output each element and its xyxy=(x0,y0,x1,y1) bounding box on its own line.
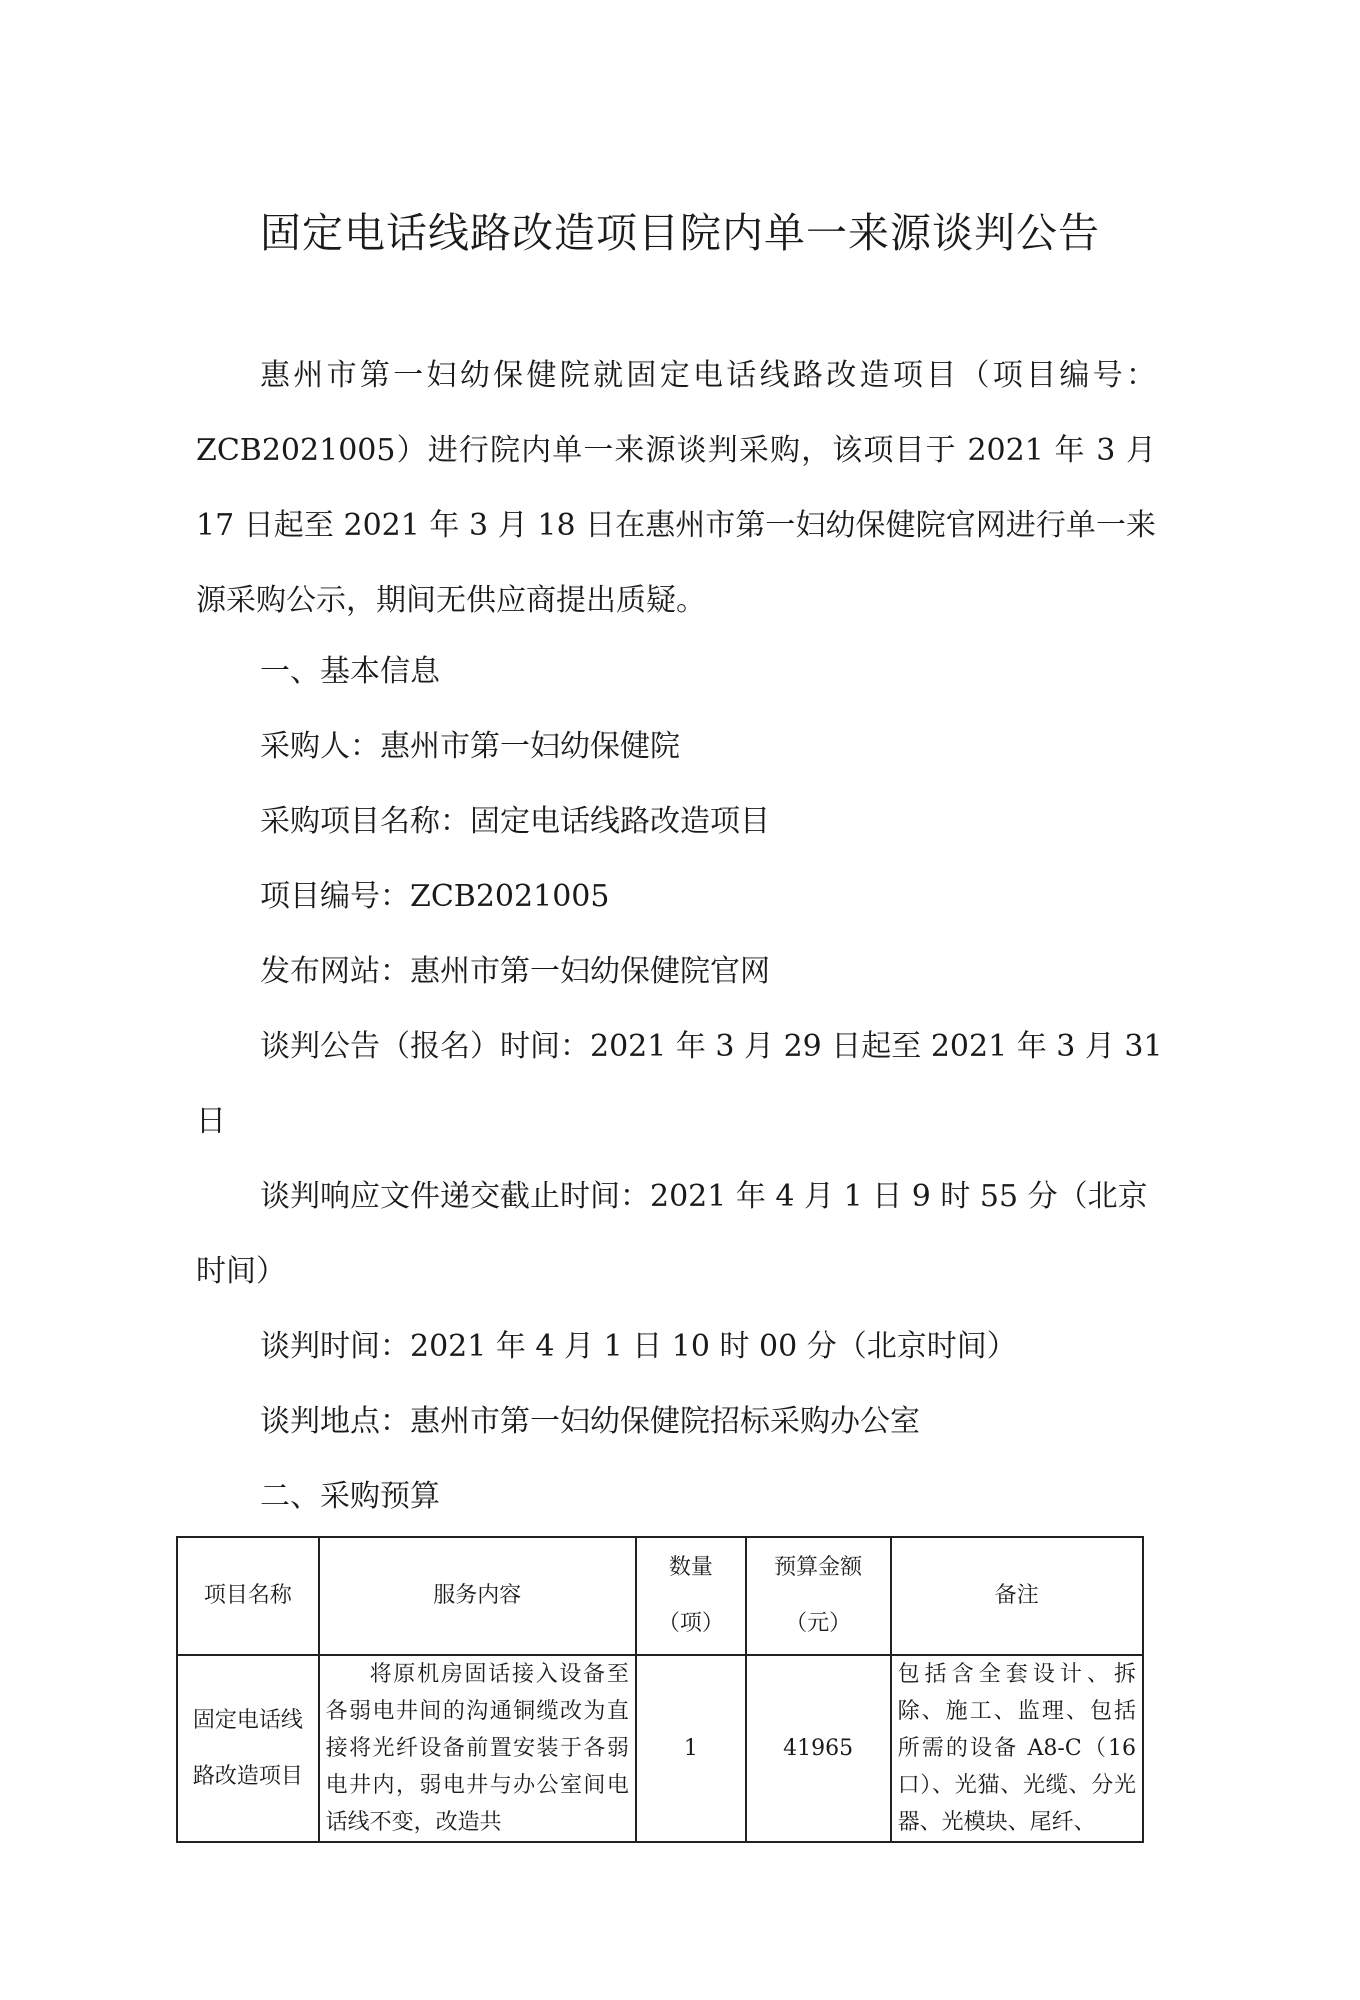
budget-table xyxy=(176,1536,1144,1843)
announcement-time-line: 谈判公告（报名）时间：2021 年 3 月 29 日起至 2021 年 3 月 31 xyxy=(260,1029,1163,1064)
table-row xyxy=(177,1655,1143,1842)
cell-quantity: 1 xyxy=(636,1655,746,1842)
header-remark: 备注 xyxy=(891,1537,1143,1655)
intro-paragraph: 惠州市第一妇幼保健院就固定电话线路改造项目（项目编号：ZCB2021005）进行院内单一来源谈判采购，该项目于 2021 年 3 月 17 日起至 2021 年 3 月 18 日在惠州市第一妇幼保健院官网进行单一来源采购公示，期间无供应商提出质疑。 xyxy=(196,358,1156,618)
negotiation-place-line: 谈判地点：惠州市第一妇幼保健院招标采购办公室 xyxy=(260,1404,920,1439)
section1-heading: 一、基本信息 xyxy=(260,654,440,689)
header-budget: 预算金额（元） xyxy=(746,1537,891,1655)
project-name-line: 采购项目名称：固定电话线路改造项目 xyxy=(260,804,770,839)
header-project-name: 项目名称 xyxy=(177,1537,319,1655)
section2-heading: 二、采购预算 xyxy=(260,1479,440,1514)
cell-project-name: 固定电话线路改造项目 xyxy=(177,1655,319,1842)
header-service: 服务内容 xyxy=(319,1537,636,1655)
announcement-time-line-cont: 日 xyxy=(196,1104,226,1139)
document-title: 固定电话线路改造项目院内单一来源谈判公告 xyxy=(260,209,1100,257)
project-code-line: 项目编号：ZCB2021005 xyxy=(260,879,610,914)
table-header-row xyxy=(177,1537,1143,1655)
negotiation-time-line: 谈判时间：2021 年 4 月 1 日 10 时 00 分（北京时间） xyxy=(260,1329,1017,1364)
deadline-line-cont: 时间） xyxy=(196,1254,286,1289)
cell-budget: 41965 xyxy=(746,1655,891,1842)
cell-remark: 包括含全套设计、拆除、施工、监理、包括所需的设备 A8-C（16口）、光猫、光缆、分光器、光模块、尾纤、 xyxy=(891,1655,1143,1842)
cell-service: 将原机房固话接入设备至各弱电井间的沟通铜缆改为直接将光纤设备前置安装于各弱电井内，弱电井与办公室间电话线不变，改造共 xyxy=(319,1655,636,1842)
website-line: 发布网站：惠州市第一妇幼保健院官网 xyxy=(260,954,770,989)
header-quantity: 数量（项） xyxy=(636,1537,746,1655)
purchaser-line: 采购人：惠州市第一妇幼保健院 xyxy=(260,729,680,764)
deadline-line: 谈判响应文件递交截止时间：2021 年 4 月 1 日 9 时 55 分（北京 xyxy=(260,1179,1148,1214)
